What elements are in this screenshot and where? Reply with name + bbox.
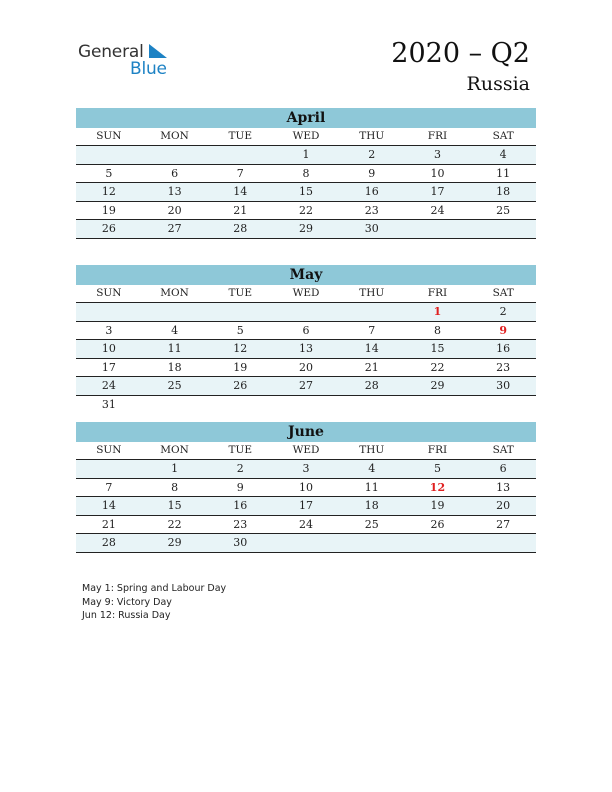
- day-cell: 20: [299, 360, 314, 374]
- weekday-label: THU: [359, 287, 385, 299]
- day-cell: 16: [496, 342, 511, 355]
- weekday-label: MON: [160, 130, 189, 142]
- weekday-label: SUN: [96, 287, 122, 299]
- day-cell: [405, 220, 471, 238]
- day-cell: 4: [499, 148, 507, 161]
- day-cell: 17: [430, 185, 445, 198]
- week-row: [76, 479, 536, 498]
- day-cell: [470, 396, 536, 414]
- day-cell: [273, 303, 339, 321]
- day-cell: 18: [167, 360, 182, 374]
- day-cell: 10: [101, 342, 116, 355]
- week-row: [76, 377, 536, 396]
- day-cell: 4: [171, 323, 179, 337]
- day-cell: [339, 534, 405, 552]
- day-cell: 1: [433, 305, 442, 318]
- day-cell: 8: [302, 166, 310, 180]
- logo-text-general: General: [78, 42, 144, 62]
- day-cell: 1: [302, 148, 310, 161]
- day-cell: 8: [433, 323, 441, 337]
- day-cell: 21: [364, 360, 379, 374]
- day-cell: [470, 220, 536, 238]
- day-cell: 29: [167, 536, 182, 549]
- day-cell: 2: [368, 148, 376, 161]
- day-cell: [207, 146, 273, 164]
- day-cell: [273, 534, 339, 552]
- day-cell: 26: [233, 379, 248, 392]
- day-cell: 12: [101, 185, 116, 198]
- day-cell: 22: [299, 203, 314, 217]
- day-cell: 14: [233, 185, 248, 198]
- day-cell: 11: [364, 480, 379, 494]
- week-row: [76, 340, 536, 359]
- day-cell: 9: [368, 166, 376, 180]
- day-cell: 27: [299, 379, 314, 392]
- month-title: June: [76, 422, 536, 442]
- weekday-header-row: [76, 285, 536, 303]
- day-cell: 30: [233, 536, 248, 549]
- day-cell: 17: [101, 360, 116, 374]
- week-row: [76, 497, 536, 516]
- week-row: [76, 146, 536, 165]
- weekday-label: FRI: [427, 444, 448, 456]
- day-cell: 20: [167, 203, 182, 217]
- weekday-label: THU: [359, 130, 385, 142]
- weekday-label: SAT: [492, 287, 514, 299]
- weekday-header-row: [76, 128, 536, 146]
- day-cell: [405, 534, 471, 552]
- day-cell: 11: [167, 342, 182, 355]
- day-cell: 19: [430, 499, 445, 512]
- day-cell: [273, 396, 339, 414]
- day-cell: 24: [299, 517, 314, 531]
- day-cell: 9: [499, 323, 507, 337]
- day-cell: 8: [171, 480, 179, 494]
- month-title: April: [76, 108, 536, 128]
- day-cell: 28: [364, 379, 379, 392]
- day-cell: 14: [364, 342, 379, 355]
- weekday-label: WED: [292, 444, 320, 456]
- day-cell: 18: [364, 499, 379, 512]
- holiday-notes: [82, 582, 226, 623]
- day-cell: 27: [496, 517, 511, 531]
- day-cell: 10: [430, 166, 445, 180]
- day-cell: 12: [233, 342, 248, 355]
- day-cell: [76, 303, 142, 321]
- weekday-label: SUN: [96, 130, 122, 142]
- day-cell: [76, 460, 142, 478]
- day-cell: 30: [496, 379, 511, 392]
- day-cell: 3: [105, 323, 113, 337]
- day-cell: 1: [171, 462, 179, 475]
- weekday-label: SUN: [96, 444, 122, 456]
- day-cell: 28: [233, 222, 248, 235]
- week-row: [76, 322, 536, 341]
- day-cell: [405, 396, 471, 414]
- month-title: May: [76, 265, 536, 285]
- week-row: [76, 359, 536, 378]
- day-cell: 15: [167, 499, 182, 512]
- day-cell: 25: [364, 517, 379, 531]
- holiday-note: Jun 12: Russia Day: [82, 610, 171, 621]
- page-title: 2020 – Q2: [391, 38, 530, 69]
- day-cell: 28: [101, 536, 116, 549]
- weekday-label: FRI: [427, 287, 448, 299]
- weekday-label: WED: [292, 287, 320, 299]
- day-cell: 12: [429, 480, 446, 494]
- day-cell: 11: [496, 166, 511, 180]
- week-row: [76, 303, 536, 322]
- day-cell: 16: [364, 185, 379, 198]
- day-cell: 7: [236, 166, 244, 180]
- country-name: Russia: [466, 73, 530, 95]
- day-cell: [207, 303, 273, 321]
- day-cell: 14: [101, 499, 116, 512]
- day-cell: [142, 396, 208, 414]
- day-cell: 15: [299, 185, 314, 198]
- day-cell: 17: [299, 499, 314, 512]
- month-may: [76, 265, 536, 413]
- week-row: [76, 516, 536, 535]
- day-cell: [207, 396, 273, 414]
- weekday-label: MON: [160, 444, 189, 456]
- week-row: [76, 183, 536, 202]
- day-cell: 21: [233, 203, 248, 217]
- day-cell: 13: [299, 342, 314, 355]
- day-cell: 30: [364, 222, 379, 235]
- day-cell: 5: [236, 323, 244, 337]
- day-cell: [339, 396, 405, 414]
- day-cell: [76, 146, 142, 164]
- week-row: [76, 202, 536, 221]
- week-row: [76, 220, 536, 239]
- day-cell: 7: [368, 323, 376, 337]
- weekday-header-row: [76, 442, 536, 460]
- weekday-label: TUE: [228, 444, 253, 456]
- day-cell: 2: [499, 305, 507, 318]
- day-cell: 25: [167, 379, 182, 392]
- weekday-label: SAT: [492, 130, 514, 142]
- holiday-note: May 1: Spring and Labour Day: [82, 583, 227, 594]
- day-cell: 26: [101, 222, 116, 235]
- day-cell: 16: [233, 499, 248, 512]
- day-cell: 15: [430, 342, 445, 355]
- month-june: [76, 422, 536, 553]
- day-cell: 22: [167, 517, 182, 531]
- day-cell: 24: [430, 203, 445, 217]
- day-cell: 6: [171, 166, 179, 180]
- day-cell: 19: [233, 360, 248, 374]
- holiday-note: May 9: Victory Day: [82, 596, 172, 608]
- weekday-label: SAT: [492, 444, 514, 456]
- week-row: [76, 460, 536, 479]
- day-cell: 23: [496, 360, 511, 374]
- day-cell: 7: [105, 480, 113, 494]
- week-row: [76, 165, 536, 184]
- day-cell: 29: [430, 379, 445, 392]
- weekday-label: MON: [160, 287, 189, 299]
- day-cell: 4: [368, 462, 376, 475]
- day-cell: 10: [299, 480, 314, 494]
- generalblue-logo: [78, 42, 178, 82]
- weekday-label: TUE: [228, 287, 253, 299]
- day-cell: 3: [433, 148, 441, 161]
- month-april: [76, 108, 536, 239]
- day-cell: 25: [496, 203, 511, 217]
- day-cell: 31: [101, 397, 116, 411]
- day-cell: 2: [236, 462, 244, 475]
- day-cell: 3: [302, 462, 310, 475]
- day-cell: 5: [105, 166, 113, 180]
- day-cell: 23: [364, 203, 379, 217]
- day-cell: 19: [101, 203, 116, 217]
- day-cell: 24: [101, 379, 116, 392]
- day-cell: 5: [433, 462, 441, 475]
- weekday-label: THU: [359, 444, 385, 456]
- day-cell: 22: [430, 360, 445, 374]
- day-cell: [339, 303, 405, 321]
- day-cell: [470, 534, 536, 552]
- week-row: [76, 534, 536, 553]
- day-cell: 13: [496, 480, 511, 494]
- day-cell: [142, 303, 208, 321]
- weekday-label: WED: [292, 130, 320, 142]
- day-cell: 26: [430, 517, 445, 531]
- week-row: [76, 396, 536, 414]
- day-cell: 13: [167, 185, 182, 198]
- day-cell: 27: [167, 222, 182, 235]
- day-cell: 20: [496, 499, 511, 512]
- day-cell: 18: [496, 185, 511, 198]
- day-cell: 6: [499, 462, 507, 475]
- day-cell: 29: [299, 222, 314, 235]
- weekday-label: TUE: [228, 130, 253, 142]
- day-cell: [142, 146, 208, 164]
- logo-text-blue: Blue: [130, 59, 167, 79]
- weekday-label: FRI: [427, 130, 448, 142]
- day-cell: 23: [233, 517, 248, 531]
- day-cell: 21: [101, 517, 116, 531]
- day-cell: 6: [302, 323, 310, 337]
- day-cell: 9: [236, 480, 244, 494]
